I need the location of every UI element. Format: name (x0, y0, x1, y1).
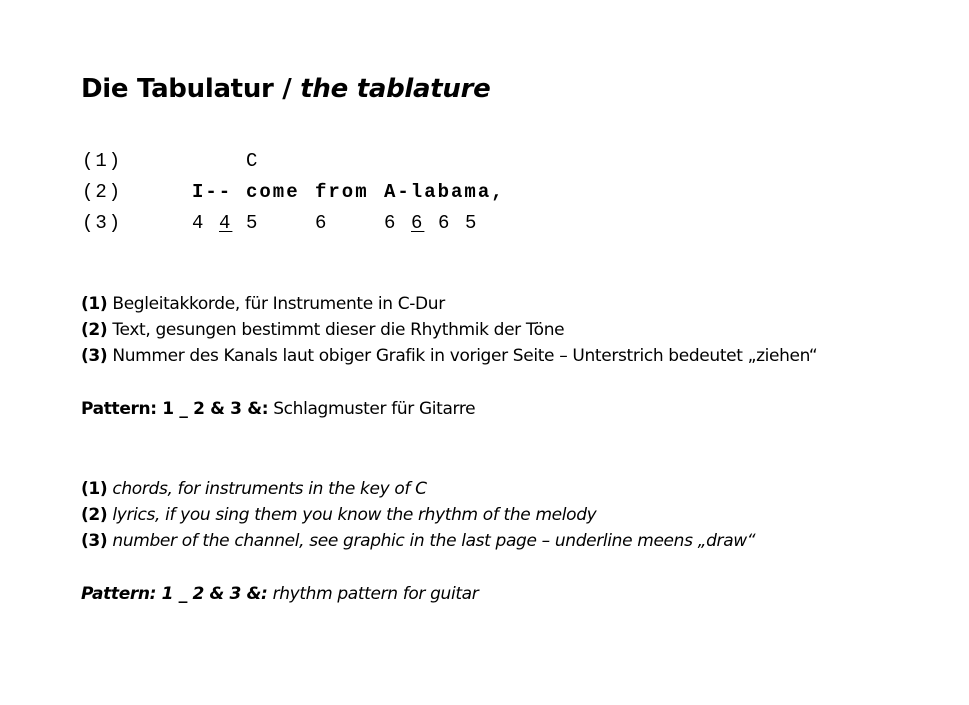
tab-channel: 4 (192, 212, 206, 234)
tab-channel: 6 (384, 212, 398, 234)
legend-de-1: (1) Begleitakkorde, für Instrumente in C-Dur (81, 294, 445, 314)
tab-lyric-word: from (315, 181, 369, 203)
tab-channel: 5 (246, 212, 260, 234)
legend-en-2: (2) lyrics, if you sing them you know the rhythm of the melody (81, 505, 597, 525)
tab-lyric-word: I-- (192, 181, 233, 203)
tab-label-2: (2) (82, 181, 123, 203)
tab-channel: 6 (438, 212, 452, 234)
title-english: the tablature (300, 74, 491, 104)
title-german: Die Tabulatur / (81, 74, 292, 104)
page-title (81, 74, 490, 104)
tab-channel: 5 (465, 212, 479, 234)
tab-channel-draw: 6 (411, 212, 425, 234)
pattern-en: Pattern: 1 _ 2 & 3 &: rhythm pattern for guitar (81, 584, 479, 604)
tab-channel-draw: 4 (219, 212, 233, 234)
tab-chord: C (246, 150, 260, 172)
tab-label-3: (3) (82, 212, 123, 234)
tab-channel: 6 (315, 212, 329, 234)
pattern-de: Pattern: 1 _ 2 & 3 &: Schlagmuster für Gitarre (81, 399, 476, 419)
tab-lyric-word: come (246, 181, 300, 203)
legend-en-1: (1) chords, for instruments in the key of C (81, 479, 427, 499)
tab-lyric-word: A-labama, (384, 181, 505, 203)
legend-en-3: (3) number of the channel, see graphic in the last page – underline meens „draw“ (81, 531, 756, 551)
legend-de-2: (2) Text, gesungen bestimmt dieser die Rhythmik der Töne (81, 320, 565, 340)
tab-label-1: (1) (82, 150, 123, 172)
legend-de-3: (3) Nummer des Kanals laut obiger Grafik in voriger Seite – Unterstrich bedeutet „ziehen“ (81, 346, 818, 366)
